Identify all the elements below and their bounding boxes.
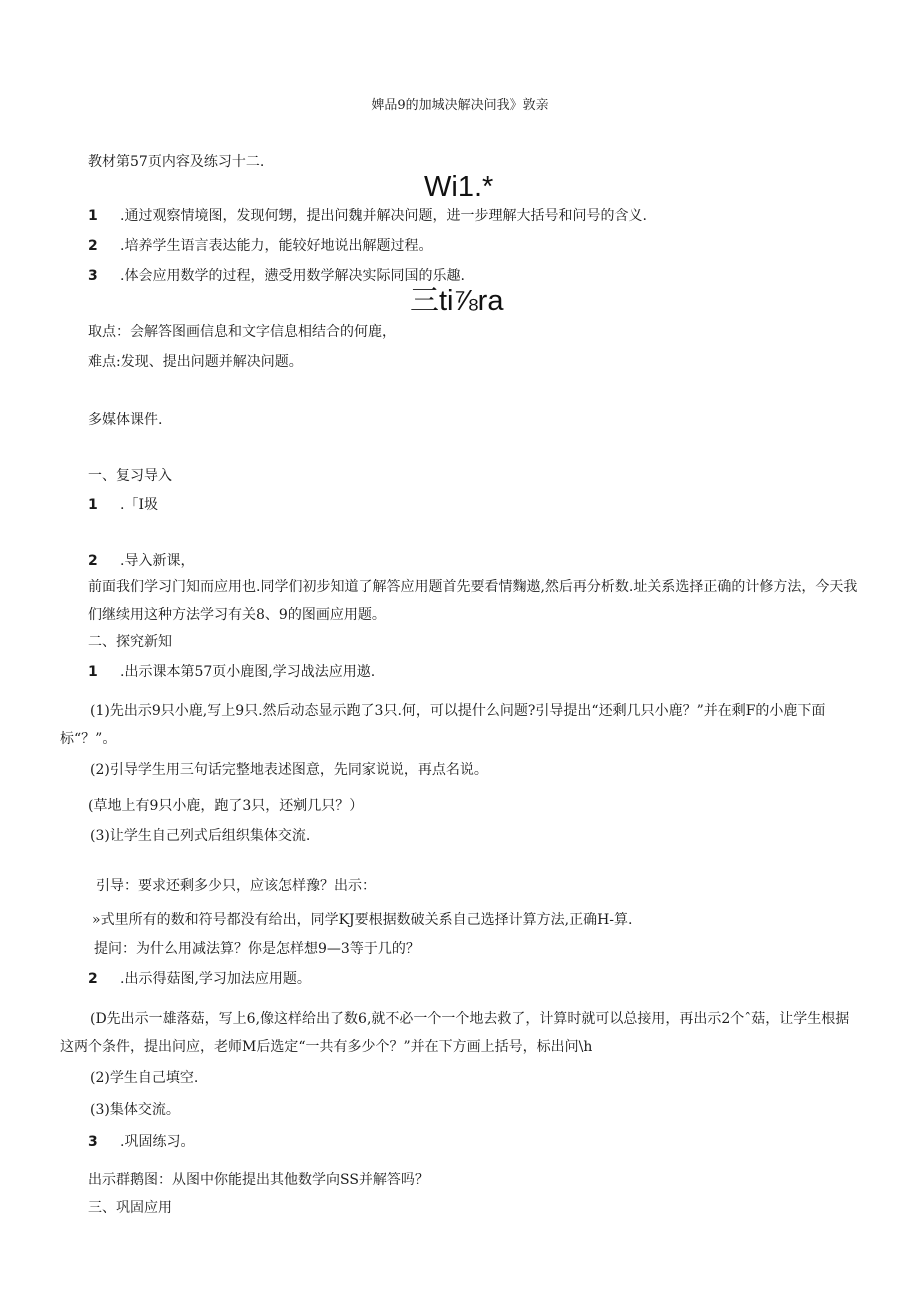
item-text: .「I圾: [120, 497, 158, 513]
mushroom-step-2: (2)学生自己填空.: [90, 1070, 199, 1086]
item-number: 2: [88, 971, 98, 987]
deer-step-1: (1)先出示9只小鹿,写上9只.然后动态显示跑了3只.何，可以提什么问题?引导提出“还剩几只小鹿？”并在剩F的小鹿下面标“？”。: [60, 703, 826, 747]
ask-question: 提问：为什么用减法算？你是怎样想9—3等于几的？: [94, 941, 420, 957]
teaching-materials: 教材第57页内容及练习十二.: [88, 154, 265, 170]
item-text: .导入新课，: [120, 553, 195, 569]
heading-key-points: 三ti⅞ra: [410, 285, 504, 317]
geese-exercise: 出示群鹅图：从图中你能提出其他数学向SS并解答吗？: [88, 1172, 429, 1188]
doc-title: 婢品9的加城决解决问我》敦亲: [371, 98, 549, 113]
explore-item-2: [88, 969, 311, 989]
explore-item-1: [88, 662, 375, 682]
section-review-intro: 一、复习导入: [88, 468, 172, 484]
mushroom-step-1: (D先出示一雄落菇，写上6,像这样给出了数6,就不必一个一个地去救了，计算时就可以总接用，再出示2个ˆ菇，让学生根据这两个条件，提出问应，老师M后选定“一共有多少个？”并在下方画上括号，标出问\h: [60, 1011, 850, 1055]
explore-item-3: [88, 1132, 194, 1152]
mushroom-step-3: (3)集体交流。: [90, 1102, 180, 1118]
guide-question: 引导：要求还剩多少只，应该怎样豫？出示：: [96, 878, 376, 894]
item-number: 2: [88, 553, 98, 569]
teaching-tools: 多媒体课件.: [88, 412, 163, 428]
section-consolidate: 三、巩固应用: [88, 1200, 172, 1216]
goal-number: 3: [88, 268, 98, 284]
item-number: 1: [88, 497, 98, 513]
goal-text: .通过观察情境图，发现何甥，提出问魏并解决问题，进一步理解大括号和问号的含义.: [120, 208, 647, 224]
goal-item-2: [88, 236, 432, 256]
goal-number: 2: [88, 238, 98, 254]
item-text: .出示得菇图,学习加法应用题。: [120, 971, 311, 987]
deer-step-2: (2)引导学生用三句话完整地表述图意，先同家说说，再点名说。: [90, 762, 488, 778]
item-number: 3: [88, 1134, 98, 1150]
goal-text: .体会应用数学的过程，懑受用数学解决实际同国的乐趣.: [120, 268, 465, 284]
deer-sentence: (草地上有9只小鹿，跑了3只，还剜几只？）: [88, 798, 364, 814]
deer-step-3: (3)让学生自己列式后组织集体交流.: [90, 828, 311, 844]
goal-number: 1: [88, 208, 98, 224]
key-point: 取点：会解答图画信息和文字信息相结合的何鹿，: [88, 324, 396, 340]
goal-item-1: [88, 206, 647, 226]
intro-paragraph: 前面我们学习门知而应用也.同学们初步知道了解答应用题首先要看情麴遨,然后再分析数.址关系选择正确的计修方法，今天我们继续用这种方法学习有关8、9的图画应用题。: [88, 579, 858, 623]
formula-note: »式里所有的数和符号都没有给出，同学KJ要根据数破关系自己选择计算方法,正确H-算.: [92, 912, 633, 928]
review-item-2: [88, 551, 194, 571]
difficult-point: 难点:发现、提出问题并解决问题。: [88, 354, 303, 370]
item-number: 1: [88, 664, 98, 680]
heading-teaching-goals: Wi1.*: [424, 171, 494, 203]
section-explore: 二、探究新知: [88, 634, 172, 650]
item-text: .巩固练习。: [120, 1134, 195, 1150]
goal-item-3: [88, 266, 465, 286]
item-text: .出示课本第57页小鹿图,学习战法应用遨.: [120, 664, 376, 680]
review-item-1: [88, 495, 158, 515]
goal-text: .培养学生语言表达能力，能较好地说出解题过程。: [120, 238, 433, 254]
